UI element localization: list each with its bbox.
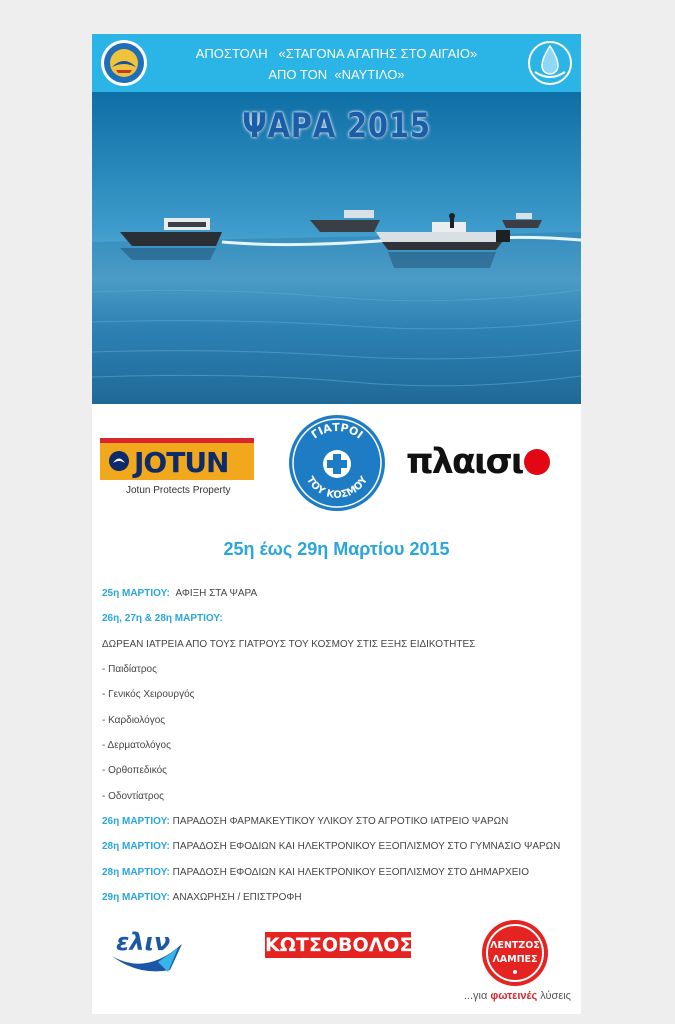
plaisio-logo	[406, 442, 550, 482]
schedule-row	[102, 791, 164, 802]
lentzos-slogan	[464, 990, 571, 1002]
jotun-logo	[100, 438, 254, 500]
jotun-tagline: Jotun Protects Property	[126, 485, 231, 496]
specialty-item: - Γενικός Χειρουργός	[102, 689, 195, 700]
lentzos-line-1: ΛΕΝΤΖΟΣ	[490, 940, 540, 951]
slogan-highlight: φωτεινές	[490, 990, 538, 1002]
header-line-1	[92, 46, 581, 61]
header-line-1-prefix: ΑΠΟΣΤΟΛΗ	[195, 46, 268, 61]
elin-logo	[108, 926, 184, 974]
specialty-item: - Καρδιολόγος	[102, 715, 166, 726]
specialty-item: - Ορθοπεδικός	[102, 765, 167, 776]
schedule-text: ΠΑΡΑΔΟΣΗ ΕΦΟΔΙΩΝ ΚΑΙ ΗΛΕΚΤΡΟΝΙΚΟΥ ΕΞΟΠΛΙΣΜΟΥ ΣΤΟ ΓΥΜΝΑΣΙΟ ΨΑΡΩΝ	[172, 841, 561, 852]
plaisio-wordmark: πλαισι	[406, 442, 523, 482]
schedule-text: ΑΦΙΞΗ ΣΤΑ ΨΑΡΑ	[175, 588, 258, 599]
header-line-2	[92, 67, 581, 82]
schedule-row	[102, 740, 171, 751]
jotun-emblem-icon	[108, 450, 130, 472]
schedule-row	[102, 715, 165, 726]
header-banner	[92, 34, 581, 92]
specialty-item: - Οδοντίατρος	[102, 791, 164, 802]
schedule-text: ΠΑΡΑΔΟΣΗ ΕΦΟΔΙΩΝ ΚΑΙ ΗΛΕΚΤΡΟΝΙΚΟΥ ΕΞΟΠΛΙΣΜΟΥ ΣΤΟ ΔΗΜΑΡΧΕΙΟ	[172, 867, 529, 878]
header-organizer-name: «ΝΑΥΤΙΛΟ»	[334, 67, 405, 82]
gtk-line-2: ΤΟΥ ΚΟΣΜΟΥ	[303, 474, 371, 501]
schedule-date: 25η ΜΑΡΤΙΟΥ:	[102, 588, 170, 599]
schedule-row	[102, 765, 167, 776]
jotun-wordmark: JOTUN	[134, 446, 229, 479]
schedule-text: ΑΝΑΧΩΡΗΣΗ / ΕΠΙΣΤΡΟΦΗ	[172, 892, 302, 903]
schedule-row	[102, 639, 475, 650]
hero-image	[92, 92, 581, 404]
schedule-row	[102, 588, 257, 599]
event-dates-heading: 25η έως 29η Μαρτίου 2015	[223, 539, 450, 559]
schedule-text: ΠΑΡΑΔΟΣΗ ΦΑΡΜΑΚΕΥΤΙΚΟΥ ΥΛΙΚΟΥ ΣΤΟ ΑΓΡΟΤΙΚΟ ΙΑΤΡΕΙΟ ΨΑΡΩΝ	[172, 816, 509, 827]
elin-wordmark: ελιν	[116, 928, 171, 956]
schedule-row	[102, 841, 560, 852]
schedule-row	[102, 892, 302, 903]
gtk-line-1: ΓΙΑΤΡΟΙ	[308, 420, 366, 442]
schedule-row	[102, 867, 529, 878]
sponsors-bottom-row	[92, 914, 581, 1014]
newsletter-card	[92, 34, 581, 1014]
schedule-date: 26η, 27η & 28η ΜΑΡΤΙΟΥ:	[102, 613, 223, 624]
header-line-2-prefix: ΑΠΟ ΤΟΝ	[268, 67, 328, 82]
header-mission-name: «ΣΤΑΓΟΝΑ ΑΓΑΠΗΣ ΣΤΟ ΑΙΓΑΙΟ»	[278, 46, 478, 61]
schedule-row	[102, 689, 194, 700]
schedule-date: 29η ΜΑΡΤΙΟΥ:	[102, 892, 170, 903]
schedule-date: 26η ΜΑΡΤΙΟΥ:	[102, 816, 170, 827]
schedule-date: 28η ΜΑΡΤΙΟΥ:	[102, 841, 170, 852]
plaisio-red-dot-icon	[524, 449, 550, 475]
kotsovolos-logo: ΚΩΤΣΟΒΟΛΟΣ	[265, 934, 413, 956]
schedule-row	[102, 816, 508, 827]
specialty-item: - Παιδίατρος	[102, 664, 157, 675]
lentzos-line-2: ΛΑΜΠΕΣ	[492, 954, 538, 965]
schedule-date: 28η ΜΑΡΤΙΟΥ:	[102, 867, 170, 878]
schedule-text: ΔΩΡΕΑΝ ΙΑΤΡΕΙΑ ΑΠΟ ΤΟΥΣ ΓΙΑΤΡΟΥΣ ΤΟΥ ΚΟΣΜΟΥ ΣΤΙΣ ΕΞΗΣ ΕΙΔΙΚΟΤΗΤΕΣ	[102, 639, 476, 650]
slogan-suffix: λύσεις	[540, 990, 571, 1002]
schedule-row	[102, 664, 157, 675]
schedule-row	[102, 613, 223, 624]
slogan-prefix: ...για	[463, 990, 488, 1002]
hero-title: ΨΑΡΑ 2015	[242, 106, 431, 146]
giatroi-tou-kosmou-logo	[288, 414, 386, 512]
water-drop-logo-icon	[527, 40, 573, 86]
specialty-item: - Δερματολόγος	[102, 740, 171, 751]
sponsors-top-row	[92, 404, 581, 524]
lentzos-logo	[480, 918, 550, 988]
